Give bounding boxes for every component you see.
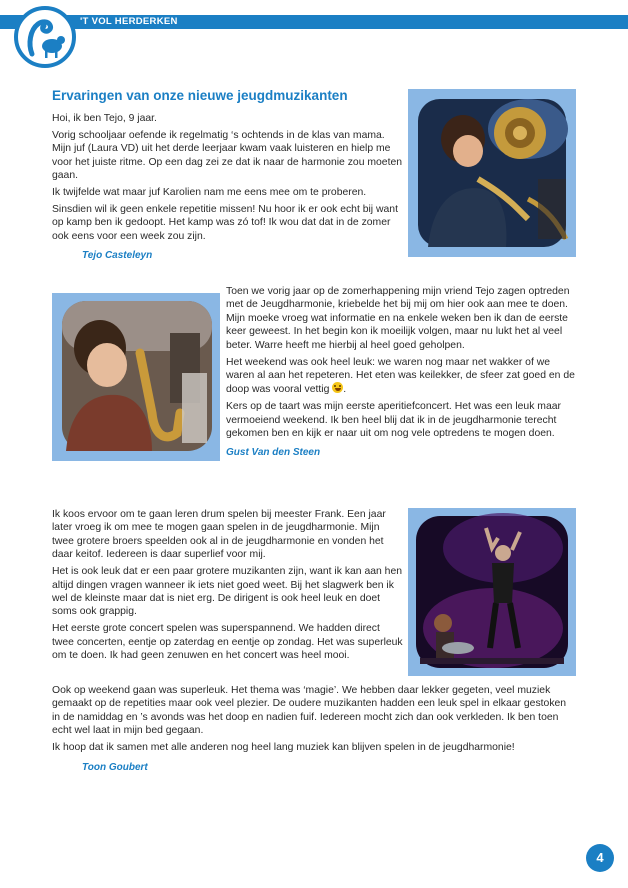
- magazine-title: 'T VOL HERDERKEN: [80, 16, 178, 27]
- paragraph: Ook op weekend gaan was superleuk. Het thema was ‘magie’. We hebben daar lekker gegeten, veel muziek gemaakt op de repetities maar ook veel plezier. De oudere muzikanten hadden een leuk spel in elkaar gestoken in de namiddag en ’s avonds was het doop en nadien fuif. Iedereen mocht zich dan ook verkleden. Ik ben toen echt wel laat in mijn bed gegaan.: [52, 685, 567, 737]
- paragraph-text: Het weekend was ook heel leuk: we waren nog maar net wakker of we waren al aan het repeteren. Het eten was keilekker, de sfeer zat goed en de doop was vooral vettig: [226, 356, 575, 396]
- paragraph-end: .: [343, 384, 347, 396]
- paragraph: Ik koos ervoor om te gaan leren drum spelen bij meester Frank. Een jaar later vroeg ik om mee te mogen gaan spelen in de jeugdharmonie. Mijn twee grotere broers speelden ook al in de jeugdharmonie en vonden het daar keitof. Iedereen is daar superlief voor mij.: [52, 509, 386, 561]
- photo-toon-stage: [408, 508, 576, 676]
- shepherd-logo-icon: [14, 6, 76, 68]
- grinning-face-icon: [332, 382, 343, 393]
- signature: Tejo Casteleyn: [82, 250, 153, 262]
- paragraph: Hoi, ik ben Tejo, 9 jaar.: [52, 113, 157, 124]
- paragraph: Kers op de taart was mijn eerste aperitiefconcert. Het was een leuk maar vermoeiend weekend. Ik ben heel blij dat ik in de jeugdharmonie terecht gekomen ben en kijk er naar uit om nog vele optredens te mogen doen.: [226, 401, 561, 440]
- photo-gust-saxophone: [52, 293, 220, 461]
- paragraph: Het eerste grote concert spelen was superspannend. We hadden direct twee concerten, eentje op zaterdag en eentje op zondag. Het was superleuk om te doen. Ik had geen zenuwen en het concert was heel mooi.: [52, 623, 403, 662]
- section-toon-continued: [52, 684, 577, 774]
- page-number: 4: [586, 844, 614, 872]
- header-bar: [0, 15, 628, 29]
- paragraph: Sinsdien wil ik geen enkele repetitie missen! Nu hoor ik er ook echt bij want op kamp ben ik gedoopt. Het kamp was zó tof! Ik wou dat dat in de zomer ook eens voor een week zou zijn.: [52, 203, 398, 242]
- paragraph: Ik twijfelde wat maar juf Karolien nam me eens mee om te proberen.: [52, 187, 367, 199]
- paragraph: [226, 356, 577, 397]
- signature: Toon Goubert: [82, 761, 148, 773]
- paragraph: Het is ook leuk dat er een paar grotere muzikanten zijn, want ik kan aan hen altijd dingen vragen wanneer ik iets niet goed weet. Bij het slagwerk ben ik wel de kleinste maar dat is niet erg. De dirigent is ook heel leuk en doet soms ook grappig.: [52, 566, 403, 618]
- paragraph: Vorig schooljaar oefende ik regelmatig ‘s ochtends in de klas van mama. Mijn juf (Laura VD) uit het derde leerjaar kwam vaak luisteren en hielp me voor het juiste ritme. Op een dag zei ze dat ik naar de harmonie zou moeten gaan.: [52, 129, 403, 182]
- section-tejo: [52, 112, 404, 263]
- section-toon: [52, 508, 404, 666]
- article-heading: Ervaringen van onze nieuwe jeugdmuzikanten: [52, 88, 348, 103]
- section-gust: [226, 285, 577, 460]
- photo-tejo-horn: [408, 89, 576, 257]
- signature: Gust Van den Steen: [226, 447, 321, 459]
- paragraph: Toen we vorig jaar op de zomerhappening mijn vriend Tejo zagen optreden met de Jeugdharmonie, kriebelde het bij mij om hier ook aan mee te doen. Mijn moeke vroeg wat informatie en na enkele weken ben ik dan de eerste keer geweest. In het begin kon ik moeilijk volgen, maar nu lukt het al veel beter. Warre heeft me hierbij al heel goed geholpen.: [226, 286, 570, 351]
- paragraph: Ik hoop dat ik samen met alle anderen nog heel lang muziek kan blijven spelen in de jeugdharmonie!: [52, 742, 515, 754]
